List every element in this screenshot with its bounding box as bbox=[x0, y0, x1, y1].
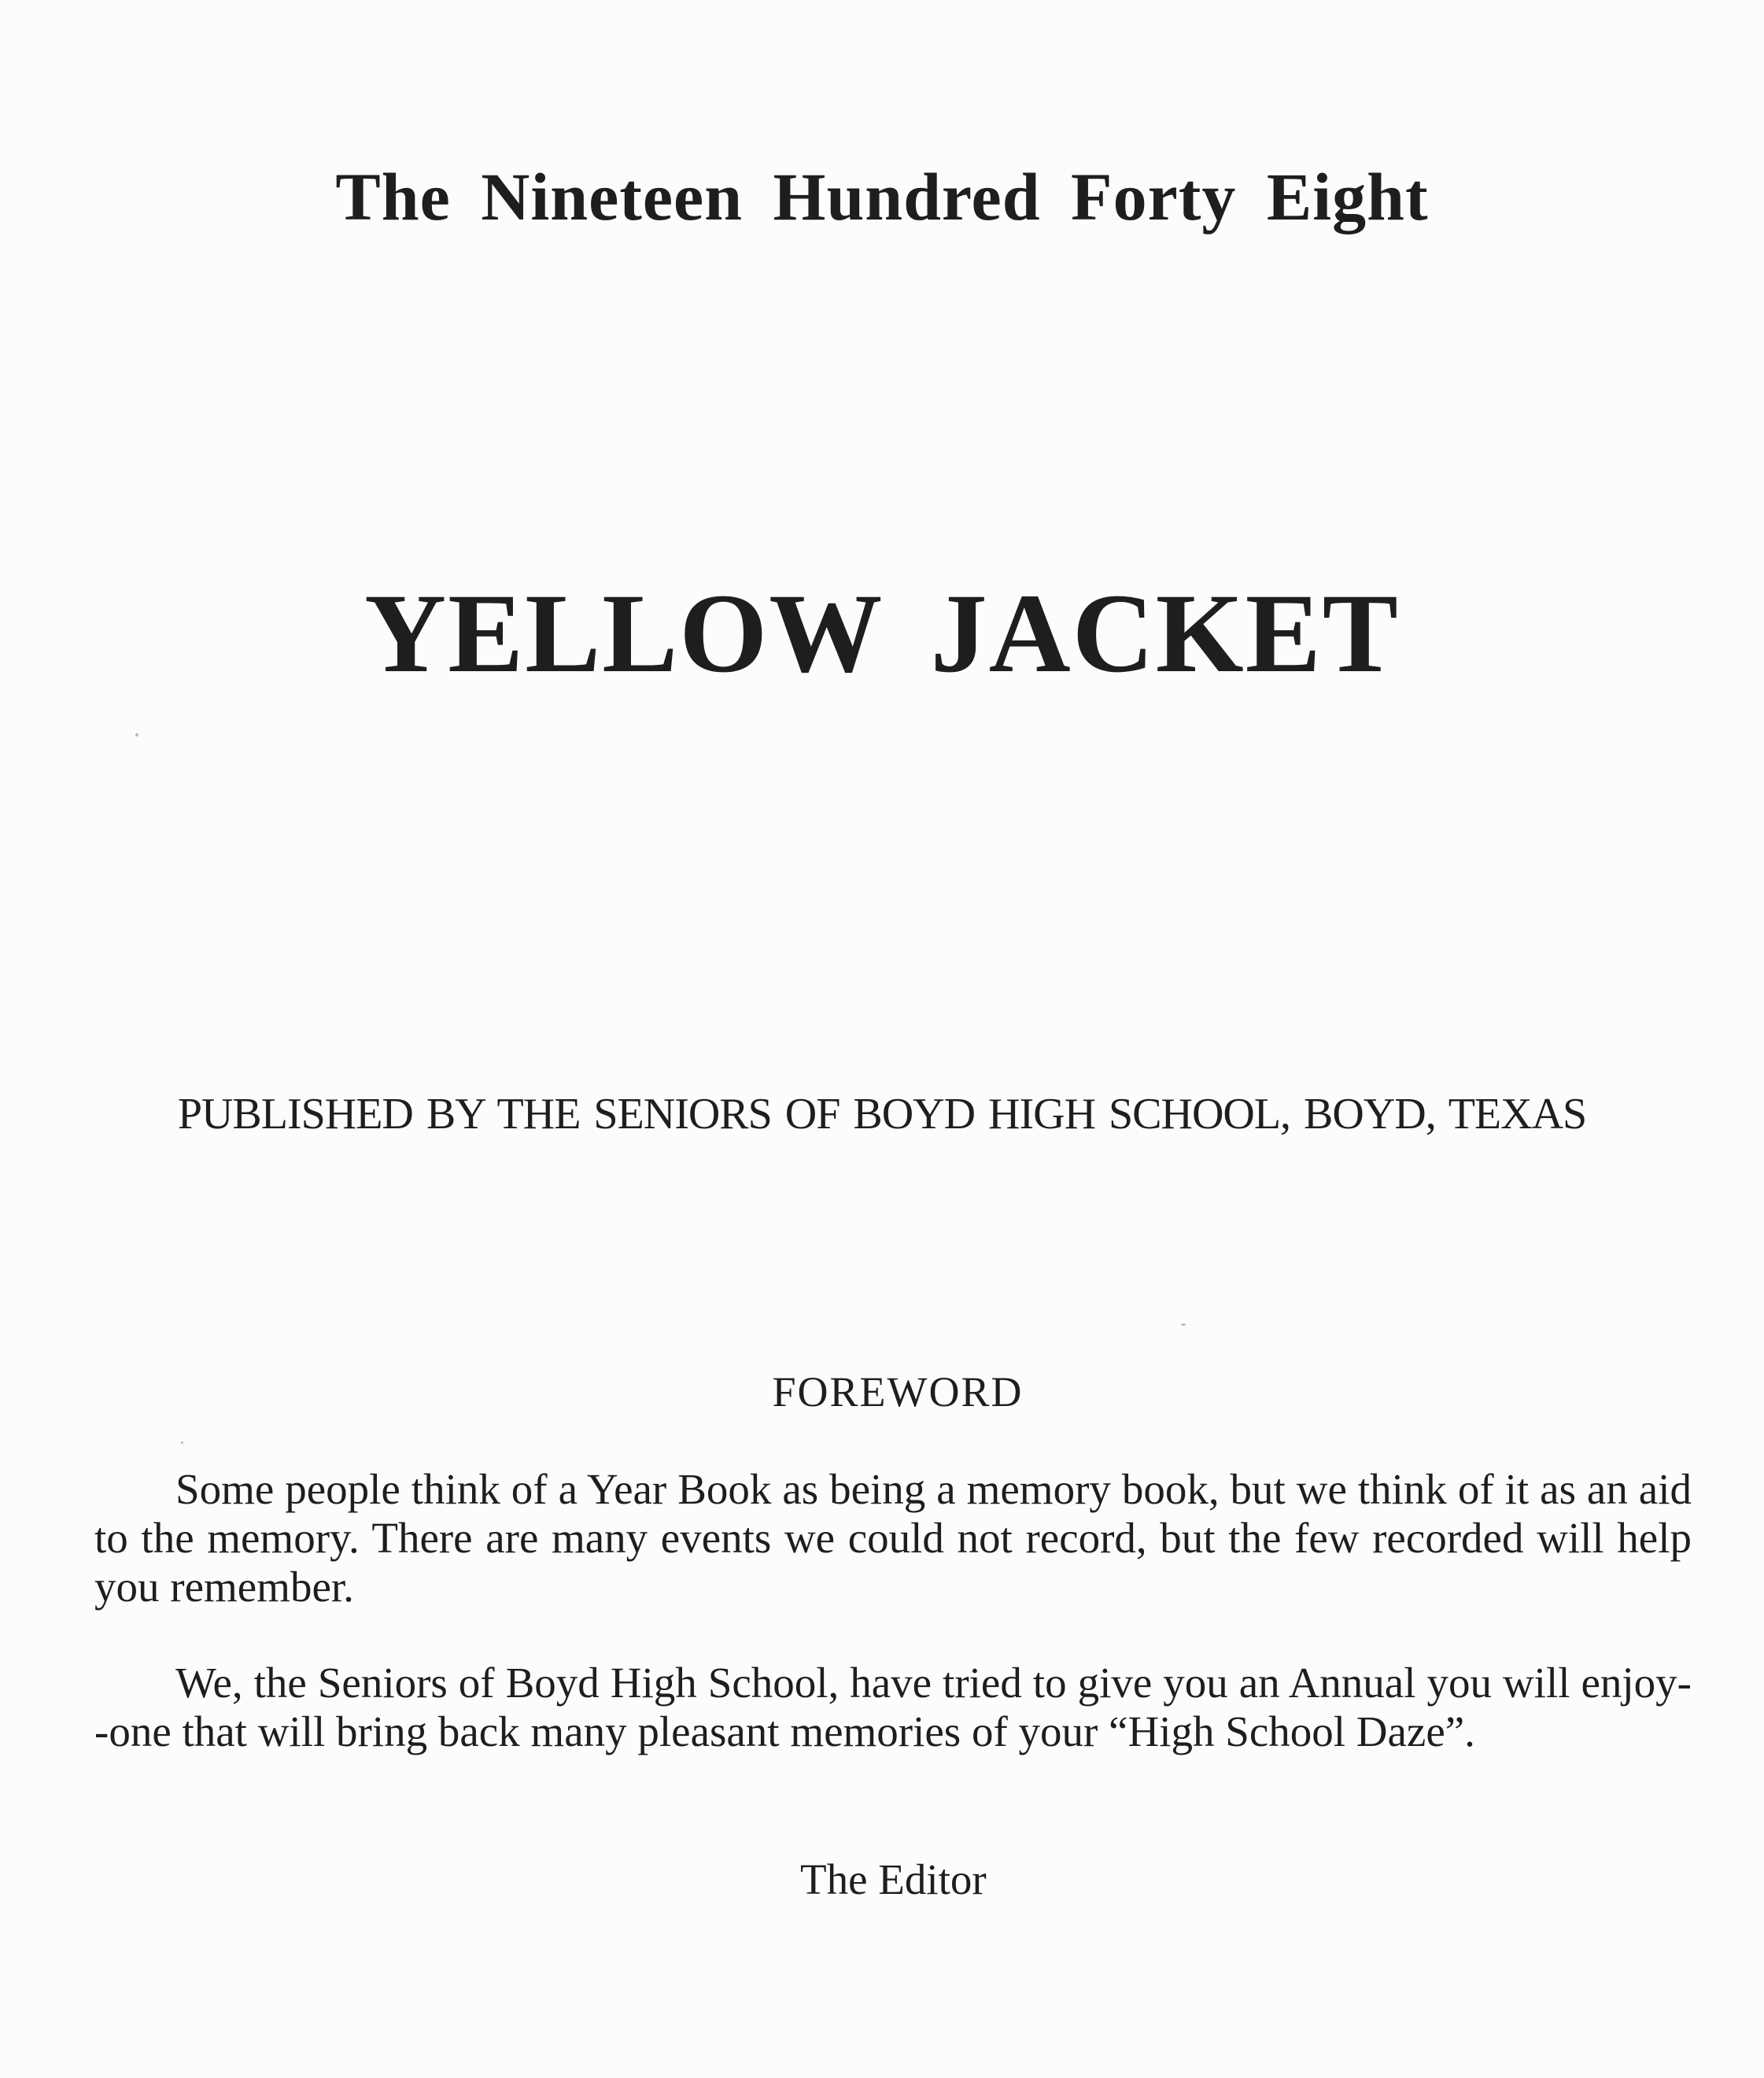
yearbook-subtitle: The Nineteen Hundred Forty Eight bbox=[335, 159, 1429, 234]
foreword-heading: FOREWORD bbox=[772, 1368, 1024, 1415]
editor-signature: The Editor bbox=[800, 1855, 987, 1903]
paper-speck bbox=[1181, 1323, 1186, 1326]
foreword-paragraph: We, the Seniors of Boyd High School, have tried to give you an Annual you will enjoy--one that will bring back many pleasant memories of your “High School Daze”. bbox=[94, 1659, 1692, 1755]
foreword-paragraph: Some people think of a Year Book as being a memory book, but we think of it as an aid to the memory. There are many events we could not record, but the few recorded will help you remember. bbox=[94, 1465, 1692, 1611]
paper-speck bbox=[135, 733, 138, 736]
publisher-line: PUBLISHED BY THE SENIORS OF BOYD HIGH SCHOOL, BOYD, TEXAS bbox=[177, 1090, 1587, 1139]
yearbook-title: YELLOW JACKET bbox=[364, 571, 1400, 696]
paper-speck bbox=[181, 1441, 183, 1444]
